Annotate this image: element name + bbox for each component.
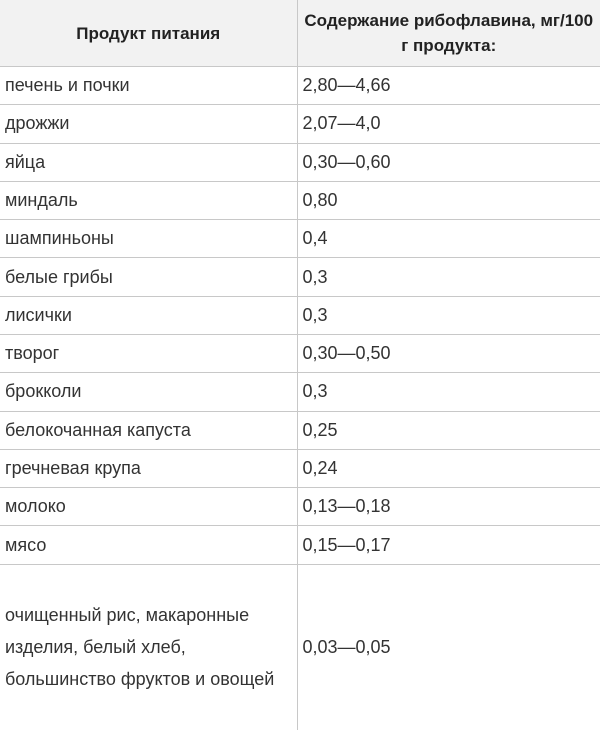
value-cell: 0,13—0,18 [297, 488, 600, 526]
table-header-row [0, 0, 600, 67]
product-cell: дрожжи [0, 105, 297, 143]
table-row [0, 105, 600, 143]
value-cell: 0,24 [297, 449, 600, 487]
product-cell: гречневая крупа [0, 449, 297, 487]
value-cell: 0,30—0,50 [297, 334, 600, 372]
product-cell: печень и почки [0, 67, 297, 105]
table-row [0, 67, 600, 105]
value-cell: 0,3 [297, 373, 600, 411]
table-row [0, 220, 600, 258]
table-row [0, 564, 600, 730]
table-row [0, 181, 600, 219]
table-row [0, 143, 600, 181]
table-row [0, 296, 600, 334]
table-row [0, 258, 600, 296]
value-cell: 0,03—0,05 [297, 564, 600, 730]
product-cell: миндаль [0, 181, 297, 219]
value-cell: 0,15—0,17 [297, 526, 600, 564]
table-row [0, 449, 600, 487]
value-cell: 2,07—4,0 [297, 105, 600, 143]
value-cell: 2,80—4,66 [297, 67, 600, 105]
product-cell: молоко [0, 488, 297, 526]
table-row [0, 488, 600, 526]
table-row [0, 334, 600, 372]
header-riboflavin-content: Содержание рибофлавина, мг/100 г продукта: [297, 0, 600, 67]
product-cell: брокколи [0, 373, 297, 411]
product-cell: творог [0, 334, 297, 372]
product-cell: белокочанная капуста [0, 411, 297, 449]
product-cell: лисички [0, 296, 297, 334]
product-cell: яйца [0, 143, 297, 181]
header-product: Продукт питания [0, 0, 297, 67]
product-cell: мясо [0, 526, 297, 564]
value-cell: 0,3 [297, 296, 600, 334]
table-row [0, 373, 600, 411]
value-cell: 0,30—0,60 [297, 143, 600, 181]
product-cell: очищенный рис, макаронные изделия, белый хлеб, большинство фруктов и овощей [0, 564, 297, 730]
value-cell: 0,4 [297, 220, 600, 258]
table-row [0, 526, 600, 564]
product-cell: шампиньоны [0, 220, 297, 258]
product-cell: белые грибы [0, 258, 297, 296]
value-cell: 0,3 [297, 258, 600, 296]
value-cell: 0,25 [297, 411, 600, 449]
table-row [0, 411, 600, 449]
value-cell: 0,80 [297, 181, 600, 219]
